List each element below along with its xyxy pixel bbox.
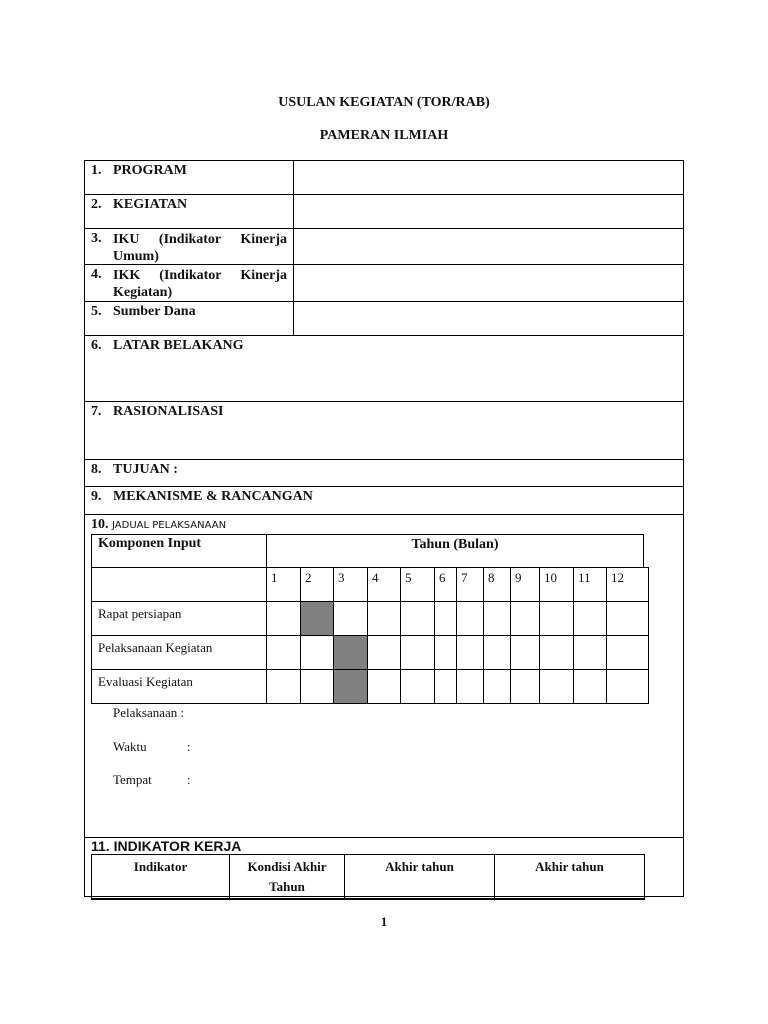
schedule-cell: [368, 670, 401, 704]
schedule-cell: [435, 602, 457, 636]
schedule-cell: [301, 670, 334, 704]
activity-name: Rapat persiapan: [92, 602, 267, 636]
schedule-cell-active: [334, 636, 368, 670]
activity-name: Evaluasi Kegiatan: [92, 670, 267, 704]
schedule-cell: [267, 602, 301, 636]
row-latar-belakang: 6. LATAR BELAKANG: [85, 336, 683, 402]
schedule-cell: [607, 636, 649, 670]
schedule-cell: [574, 670, 607, 704]
month-header-11: 11: [574, 568, 607, 602]
schedule-table: [91, 567, 649, 704]
schedule-cell: [457, 670, 484, 704]
schedule-cell: [435, 636, 457, 670]
month-header-7: 7: [457, 568, 484, 602]
komponen-input-header: Komponen Input: [92, 535, 267, 567]
row-jadual: [85, 515, 683, 838]
akhir-tahun-header-1: Akhir tahun: [345, 855, 495, 900]
month-header-6: 6: [435, 568, 457, 602]
month-header-row: [92, 568, 649, 602]
schedule-cell: [511, 670, 540, 704]
document-title: USULAN KEGIATAN (TOR/RAB): [278, 95, 490, 110]
program-label: PROGRAM: [113, 163, 187, 178]
month-header-8: 8: [484, 568, 511, 602]
waktu-line: Waktu :: [113, 739, 191, 754]
indikator-table: [91, 854, 645, 900]
row-kegiatan: 2. KEGIATAN: [85, 195, 683, 229]
schedule-cell: [267, 636, 301, 670]
sumber-dana-label: Sumber Dana: [113, 304, 196, 319]
tahun-bulan-header: Tahun (Bulan): [411, 537, 499, 552]
schedule-cell: [368, 636, 401, 670]
schedule-cell: [540, 636, 574, 670]
month-header-10: 10: [540, 568, 574, 602]
row-sumber-dana: 5. Sumber Dana: [85, 302, 683, 336]
month-header-1: 1: [267, 568, 301, 602]
schedule-cell: [484, 670, 511, 704]
jadual-heading: 10. JADUAL PELAKSANAAN: [91, 517, 227, 532]
form-table: [84, 160, 684, 897]
schedule-cell: [540, 670, 574, 704]
akhir-tahun-header-2: Akhir tahun: [495, 855, 645, 900]
row-mekanisme: 9. MEKANISME & RANCANGAN: [85, 487, 683, 515]
tempat-line: Tempat :: [113, 772, 191, 787]
schedule-row: [92, 670, 649, 704]
pelaksanaan-heading: Pelaksanaan :: [113, 705, 185, 720]
schedule-cell: [457, 636, 484, 670]
schedule-cell: [267, 670, 301, 704]
schedule-cell: [401, 670, 435, 704]
schedule-cell: [401, 636, 435, 670]
schedule-cell: [511, 636, 540, 670]
schedule-cell: [574, 636, 607, 670]
schedule-cell: [484, 636, 511, 670]
latar-belakang-label: LATAR BELAKANG: [113, 338, 244, 353]
month-header-9: 9: [511, 568, 540, 602]
document-subtitle: PAMERAN ILMIAH: [319, 128, 449, 143]
indikator-kerja-heading: 11. INDIKATOR KERJA: [91, 838, 242, 854]
row-indikator-kerja: [85, 838, 683, 896]
tujuan-label: TUJUAN :: [113, 462, 178, 477]
schedule-cell: [401, 602, 435, 636]
schedule-row: [92, 636, 649, 670]
month-header-3: 3: [334, 568, 368, 602]
ikk-label: IKK (Indikator Kinerja Kegiatan): [113, 268, 287, 300]
schedule-cell: [334, 602, 368, 636]
row-iku: 3. IKU (Indikator Kinerja Umum): [85, 229, 683, 265]
iku-label: IKU (Indikator Kinerja Umum): [113, 232, 287, 264]
month-header-2: 2: [301, 568, 334, 602]
schedule-row: [92, 602, 649, 636]
schedule-cell: [435, 670, 457, 704]
rasionalisasi-label: RASIONALISASI: [113, 404, 224, 419]
schedule-cell: [607, 670, 649, 704]
schedule-cell-active: [334, 670, 368, 704]
activity-name: Pelaksanaan Kegiatan: [92, 636, 267, 670]
schedule-cell: [540, 602, 574, 636]
month-header-5: 5: [401, 568, 435, 602]
row-rasionalisasi: 7. RASIONALISASI: [85, 402, 683, 460]
indikator-header: Indikator: [92, 855, 230, 900]
page-number: 1: [380, 914, 388, 929]
komponen-header-extension: [92, 568, 267, 602]
schedule-cell: [301, 636, 334, 670]
schedule-cell: [484, 602, 511, 636]
schedule-cell: [607, 602, 649, 636]
kegiatan-label: KEGIATAN: [113, 197, 188, 212]
schedule-cell-active: [301, 602, 334, 636]
month-header-12: 12: [607, 568, 649, 602]
schedule-cell: [574, 602, 607, 636]
schedule-cell: [457, 602, 484, 636]
schedule-header: [91, 534, 644, 568]
schedule-cell: [368, 602, 401, 636]
mekanisme-label: MEKANISME & RANCANGAN: [113, 489, 313, 504]
kondisi-akhir-header: Kondisi Akhir Tahun: [230, 855, 345, 900]
row-tujuan: 8. TUJUAN :: [85, 460, 683, 487]
month-header-4: 4: [368, 568, 401, 602]
row-program: 1. PROGRAM: [85, 161, 683, 195]
row-ikk: 4. IKK (Indikator Kinerja Kegiatan): [85, 265, 683, 302]
schedule-cell: [511, 602, 540, 636]
